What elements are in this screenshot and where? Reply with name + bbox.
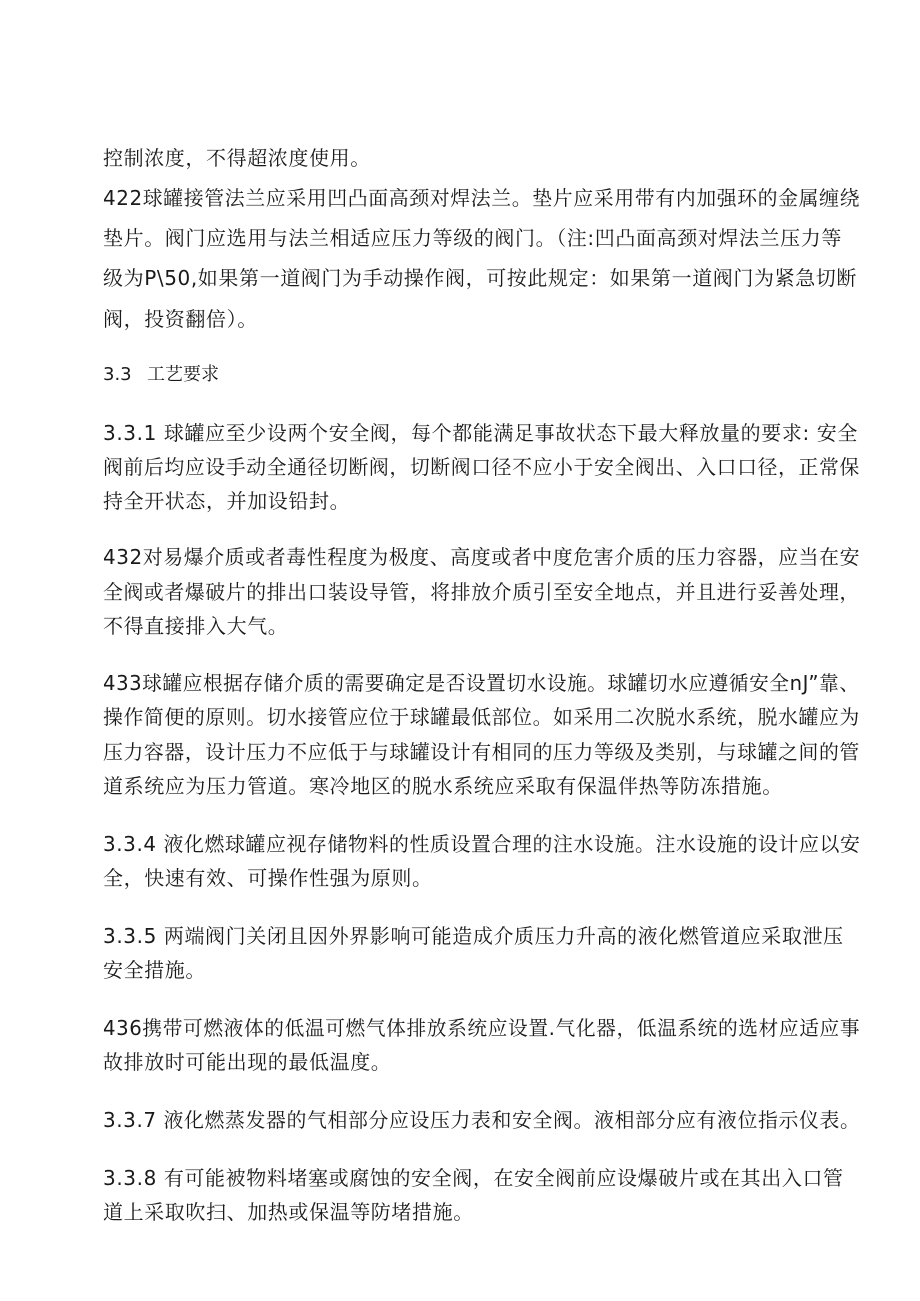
text-line: 不得直接排入大气。 xyxy=(103,614,289,638)
text-line: 持全开状态，并加设铅封。 xyxy=(103,489,351,513)
text-line: 全阀或者爆破片的排出口装设导管，将排放介质引至安全地点，并且进行妥善处理， xyxy=(103,580,860,604)
section-heading xyxy=(103,363,219,387)
text-line: 垫片。阀门应选用与法兰相适应压力等级的阀门。（注:凹凸面高颈对焊法兰压力等 xyxy=(103,226,842,250)
text-line: 3.3.5 两端阀门关闭且因外界影响可能造成介质压力升高的液化燃管道应采取泄压 xyxy=(103,924,844,948)
text-line: 控制浓度，不得超浓度使用。 xyxy=(103,146,371,170)
text-line: 级为P\50,如果第一道阀门为手动操作阀，可按此规定：如果第一道阀门为紧急切断 xyxy=(103,266,858,290)
text-line: 阀，投资翻倍）。 xyxy=(103,307,258,331)
text-line: 操作简便的原则。切水接管应位于球罐最低部位。如采用二次脱水系统，脱水罐应为 xyxy=(103,705,860,729)
text-line: 3.3.7 液化燃蒸发器的气相部分应设压力表和安全阀。液相部分应有液位指示仪表。 xyxy=(103,1108,861,1132)
text-line: 道系统应为压力管道。寒冷地区的脱水系统应采取有保温伴热等防冻措施。 xyxy=(103,774,783,798)
section-title: 工艺要求 xyxy=(147,364,219,385)
text-line: 3.3.1 球罐应至少设两个安全阀，每个都能满足事故状态下最大释放量的要求: 安全 xyxy=(103,421,858,445)
text-line: 阀前后均应设手动全通径切断阀，切断阀口径不应小于安全阀出、入口口径，正常保 xyxy=(103,455,860,479)
text-line: 压力容器，设计压力不应低于与球罐设计有相同的压力等级及类别，与球罐之间的管 xyxy=(103,740,860,764)
text-line: 3.3.4 液化燃球罐应视存储物料的性质设置合理的注水设施。注水设施的设计应以安 xyxy=(103,832,861,856)
section-number: 3.3 xyxy=(103,364,132,385)
text-line: 433球罐应根据存储介质的需要确定是否设置切水设施。球罐切水应遵循安全nJ”靠、 xyxy=(103,671,860,695)
text-line: 436携带可燃液体的低温可燃气体排放系统应设置.气化器，低温系统的选材应适应事 xyxy=(103,1016,861,1040)
text-line: 422球罐接管法兰应采用凹凸面高颈对焊法兰。垫片应采用带有内加强环的金属缠绕 xyxy=(103,186,861,210)
text-line: 故排放时可能出现的最低温度。 xyxy=(103,1050,392,1074)
text-line: 安全措施。 xyxy=(103,958,206,982)
text-line: 3.3.8 有可能被物料堵塞或腐蚀的安全阀，在安全阀前应设爆破片或在其出入口管 xyxy=(103,1166,844,1190)
text-line: 432对易爆介质或者毒性程度为极度、高度或者中度危害介质的压力容器，应当在安 xyxy=(103,545,861,569)
text-line: 全，快速有效、可操作性强为原则。 xyxy=(103,866,433,890)
text-line: 道上采取吹扫、加热或保温等防堵措施。 xyxy=(103,1200,474,1224)
